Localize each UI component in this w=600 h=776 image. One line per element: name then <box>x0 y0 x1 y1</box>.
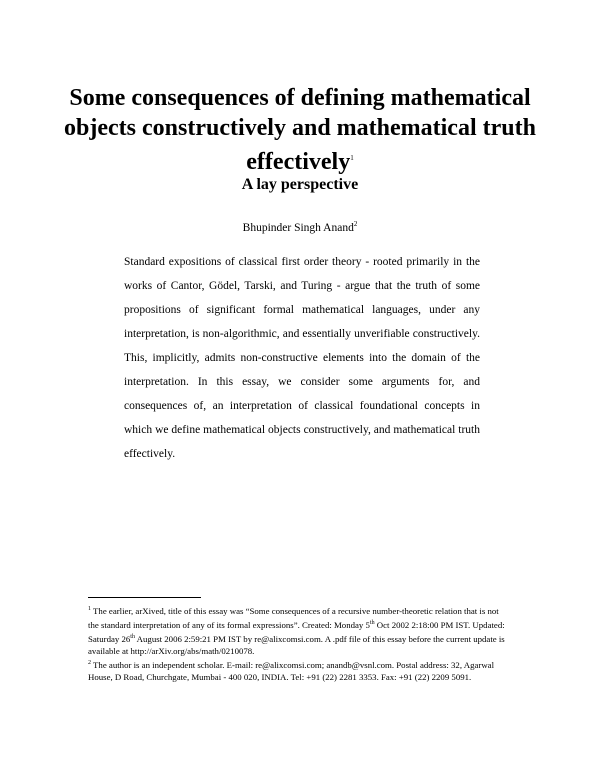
footnote-1-text-a: The earlier, arXived, title of this essay was “Some consequences of a recursive number-theoretic relation that is not the standard interpretation of any of its formal expressions”. Created: Monday 5 <box>88 605 499 630</box>
footnote-divider <box>88 597 201 598</box>
footnote-marker-2: 2 <box>353 220 358 228</box>
footnote-1 <box>88 603 506 657</box>
footnote-1-marker: 1 <box>88 606 91 612</box>
footnote-2 <box>88 657 506 683</box>
footnote-marker-1: 1 <box>350 154 354 162</box>
footnote-2-text: The author is an independent scholar. E-mail: re@alixcomsi.com; anandb@vsnl.com. Postal address: 32, Agarwal House, D Road, Churchgate, Mumbai - 400 020, INDIA. Tel: +91 (22) 2281 3353. Fax: +91 (22) 2209 5091. <box>88 659 495 682</box>
footnote-1-ordinal-a: th <box>369 619 375 626</box>
paper-title <box>60 83 540 177</box>
author-name: Bhupinder Singh Anand <box>242 221 354 234</box>
footnote-2-marker: 2 <box>88 660 91 666</box>
abstract: Standard expositions of classical first order theory - rooted primarily in the works of Cantor, Gödel, Tarski, and Turing - argue that the truth of some propositions of significant formal mathematical languages, under any interpretation, is non-algorithmic, and essentially unverifiable constructively. This, implicitly, admits non-constructive elements into the domain of the interpretation. In this essay, we consider some arguments for, and consequences of, an interpretation of classical foundational concepts in which we define mathematical objects constructively, and mathematical truth effectively. <box>124 256 480 460</box>
footnote-1-text-b: Oct 2002 2:18:00 PM IST. Updated: Saturday 26 <box>88 619 505 644</box>
footnote-1-text-c: August 2006 2:59:21 PM IST by re@alixcomsi.com. A .pdf file of this essay before the current update is available at http://arXiv.org/abs/math/0210078. <box>88 633 505 656</box>
paper-title-text: Some consequences of defining mathematical objects constructively and mathematical truth effectively <box>64 85 536 175</box>
footnote-1-ordinal-b: th <box>130 633 135 640</box>
author-line <box>0 220 600 234</box>
paper-subtitle: A lay perspective <box>241 176 359 193</box>
